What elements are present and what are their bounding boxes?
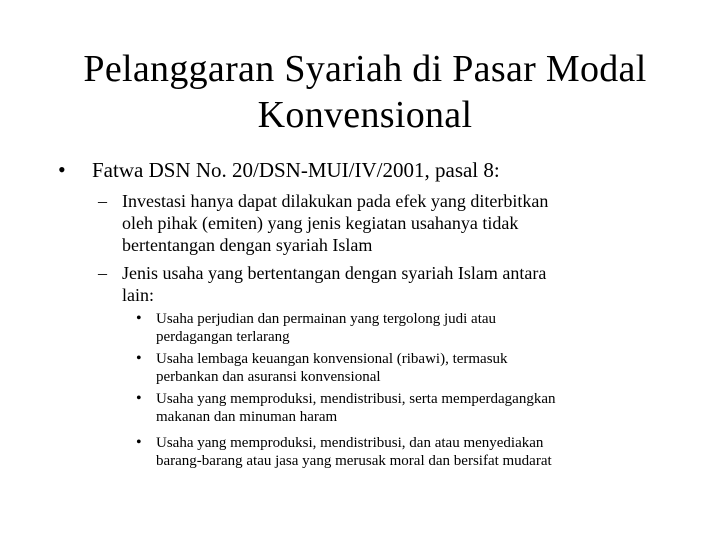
text-line: oleh pihak (emiten) yang jenis kegiatan usahanya tidak bbox=[122, 213, 519, 233]
text-line: Jenis usaha yang bertentangan dengan syariah Islam antara bbox=[122, 263, 547, 283]
list-item-makanan-haram bbox=[156, 390, 676, 426]
bullet-marker: • bbox=[136, 434, 142, 451]
list-item-perjudian bbox=[156, 310, 676, 346]
title-line-2: Konvensional bbox=[257, 94, 473, 136]
sub-item-investasi bbox=[122, 190, 662, 256]
list-item-lembaga-keuangan bbox=[156, 350, 676, 386]
bullet-marker: • bbox=[58, 157, 66, 182]
text-line: perbankan dan asuransi konvensional bbox=[156, 369, 381, 385]
text-line: bertentangan dengan syariah Islam bbox=[122, 235, 373, 255]
main-bullet-text: Fatwa DSN No. 20/DSN-MUI/IV/2001, pasal 8: bbox=[92, 158, 500, 182]
text-line: makanan dan minuman haram bbox=[156, 409, 338, 425]
dash-marker: – bbox=[98, 191, 107, 211]
slide-title bbox=[40, 46, 690, 138]
text-line: Usaha yang memproduksi, mendistribusi, dan atau menyediakan bbox=[156, 435, 544, 451]
list-item-merusak-moral bbox=[156, 434, 676, 470]
sub-item-jenis-usaha bbox=[122, 262, 662, 306]
dash-marker: – bbox=[98, 263, 107, 283]
bullet-marker: • bbox=[136, 310, 142, 327]
text-line: Usaha perjudian dan permainan yang tergolong judi atau bbox=[156, 311, 497, 327]
text-line: Usaha lembaga keuangan konvensional (ribawi), termasuk bbox=[156, 351, 508, 367]
bullet-marker: • bbox=[136, 390, 142, 407]
text-line: Investasi hanya dapat dilakukan pada efek yang diterbitkan bbox=[122, 191, 549, 211]
text-line: barang-barang atau jasa yang merusak moral dan bersifat mudarat bbox=[156, 453, 552, 469]
title-line-1: Pelanggaran Syariah di Pasar Modal bbox=[83, 48, 647, 90]
text-line: Usaha yang memproduksi, mendistribusi, serta memperdagangkan bbox=[156, 391, 556, 407]
text-line: perdagangan terlarang bbox=[156, 329, 290, 345]
text-line: lain: bbox=[122, 285, 154, 305]
bullet-marker: • bbox=[136, 350, 142, 367]
